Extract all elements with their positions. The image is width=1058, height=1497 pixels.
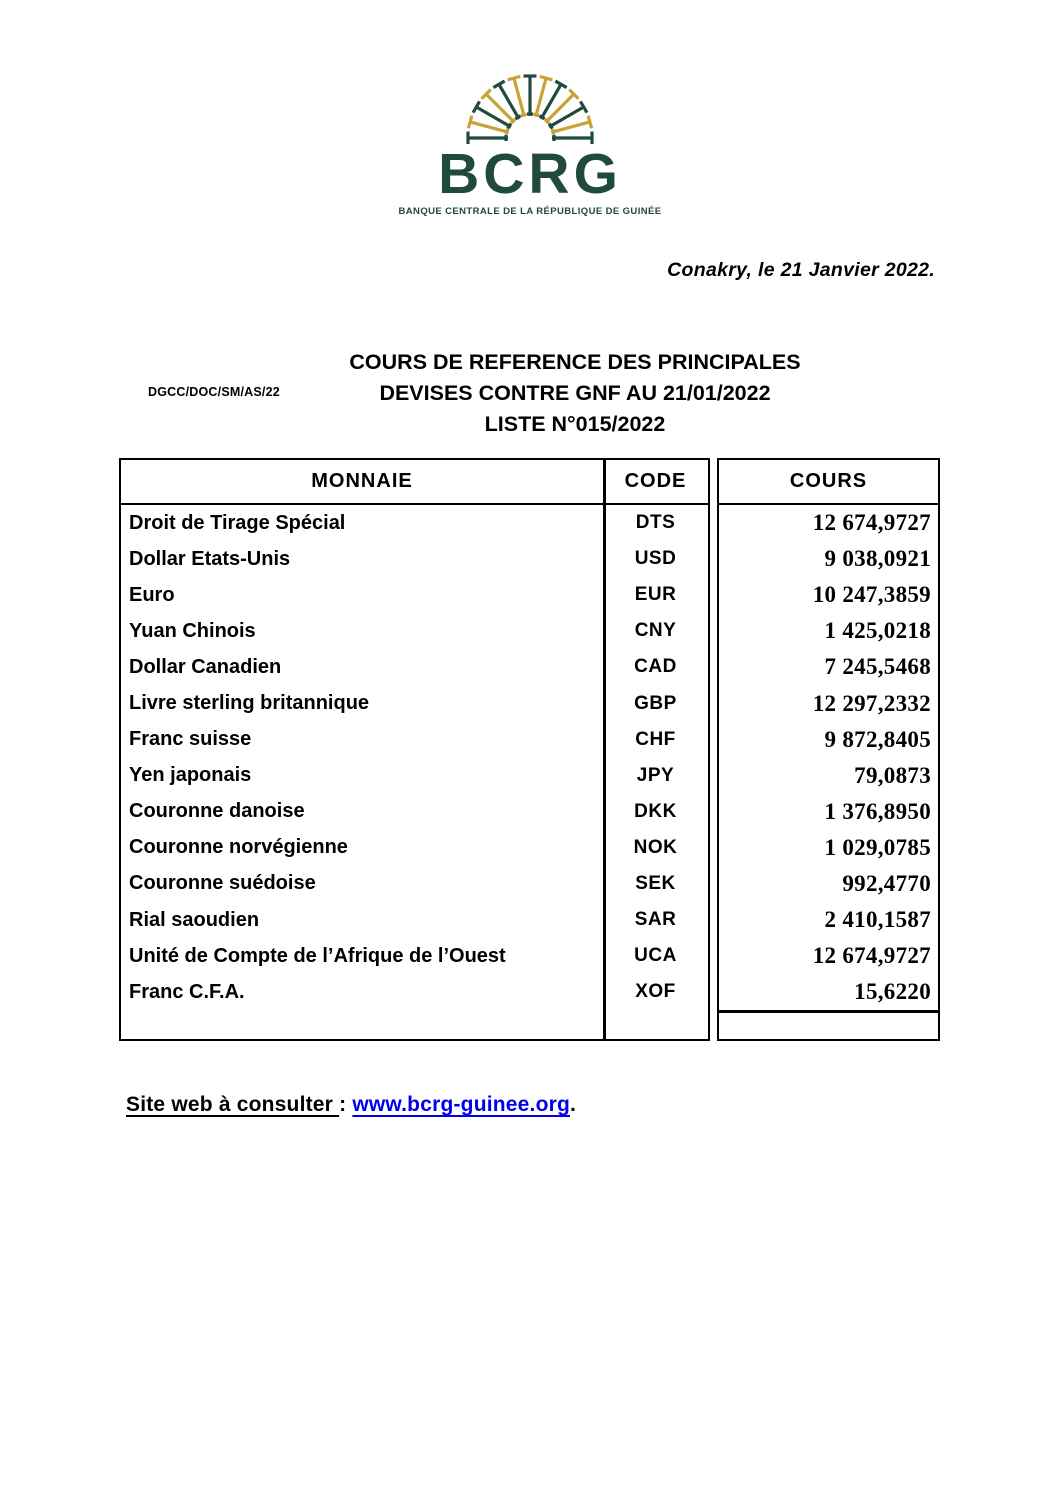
- cours-empty-row-line: [719, 1010, 938, 1013]
- table-row: [121, 577, 708, 613]
- table-row: [121, 758, 708, 794]
- logo-acronym: BCRG: [438, 142, 622, 206]
- exchange-rate-cell: 1 376,8950: [824, 798, 931, 824]
- currency-name-cell: Droit de Tirage Spécial: [129, 511, 346, 534]
- currency-code-cell: DKK: [634, 800, 677, 822]
- currency-code-cell: SEK: [635, 872, 676, 894]
- currency-code-cell: JPY: [636, 764, 675, 786]
- logo-fan-icon: [425, 60, 635, 144]
- table-row: [121, 541, 708, 577]
- currency-name-cell: Euro: [129, 583, 175, 606]
- currency-code-cell: GBP: [634, 692, 677, 714]
- table-row: [121, 866, 708, 902]
- currency-code-cell: CNY: [634, 620, 677, 642]
- table-row: [121, 505, 708, 541]
- currency-name-cell: Livre sterling britannique: [129, 692, 370, 715]
- column-header-cours: COURS: [789, 470, 868, 492]
- logo-full-name: BANQUE CENTRALE DE LA RÉPUBLIQUE DE GUINÉE: [398, 206, 662, 217]
- document-reference: DGCC/DOC/SM/AS/22: [148, 385, 280, 399]
- exchange-rate-cell: 2 410,1587: [824, 907, 931, 933]
- date-line: Conakry, le 21 Janvier 2022.: [667, 259, 935, 281]
- exchange-rate-cell: 1 425,0218: [824, 618, 931, 644]
- currency-code-cell: NOK: [633, 836, 678, 858]
- table-row: [121, 938, 708, 974]
- rates-table-left-box: [119, 458, 710, 1041]
- website-note: [126, 1093, 576, 1117]
- currency-name-cell: Unité de Compte de l’Afrique de l’Ouest: [129, 944, 506, 967]
- currency-name-cell: Couronne norvégienne: [129, 836, 348, 859]
- exchange-rate-cell: 992,4770: [842, 870, 931, 896]
- currency-name-cell: Couronne suédoise: [129, 872, 316, 895]
- currency-name-cell: Franc suisse: [129, 728, 252, 751]
- currency-code-cell: EUR: [634, 584, 677, 606]
- rates-table-cours-box: [717, 458, 940, 1041]
- currency-name-cell: Couronne danoise: [129, 800, 305, 823]
- currency-name-cell: Yen japonais: [129, 764, 252, 787]
- currency-name-cell: Dollar Canadien: [129, 655, 282, 678]
- currency-name-cell: Rial saoudien: [129, 908, 260, 931]
- website-note-separator: :: [339, 1093, 353, 1116]
- currency-code-cell: DTS: [635, 512, 676, 534]
- currency-name-cell: Yuan Chinois: [129, 619, 256, 642]
- table-row: [121, 902, 708, 938]
- table-row: [121, 794, 708, 830]
- website-note-label: Site web à consulter: [126, 1093, 340, 1116]
- website-link[interactable]: www.bcrg-guinee.org: [352, 1093, 571, 1116]
- title-line-1: COURS DE REFERENCE DES PRINCIPALES: [349, 350, 801, 374]
- exchange-rate-cell: 9 038,0921: [824, 546, 931, 572]
- exchange-rate-cell: 10 247,3859: [812, 582, 931, 608]
- currency-name-cell: Franc C.F.A.: [129, 980, 245, 1003]
- currency-code-cell: UCA: [634, 945, 677, 967]
- cours-header-row: [719, 460, 938, 505]
- table-row: [121, 649, 708, 685]
- exchange-rate-cell: 1 029,0785: [824, 834, 931, 860]
- currency-code-cell: USD: [634, 548, 677, 570]
- table-row: [121, 974, 708, 1010]
- exchange-rate-cell: 12 674,9727: [812, 943, 931, 969]
- exchange-rate-cell: 12 297,2332: [812, 690, 931, 716]
- exchange-rate-cell: 9 872,8405: [824, 726, 931, 752]
- currency-name-cell: Dollar Etats-Unis: [129, 547, 291, 570]
- title-line-2: DEVISES CONTRE GNF AU 21/01/2022: [379, 381, 771, 405]
- bcrg-logo: [380, 60, 680, 217]
- column-header-code: CODE: [624, 470, 687, 492]
- currency-code-cell: XOF: [635, 981, 676, 1003]
- table-rows-right: [719, 505, 938, 1038]
- exchange-rate-cell: 79,0873: [854, 762, 931, 788]
- currency-code-cell: CAD: [634, 656, 677, 678]
- table-row: [121, 613, 708, 649]
- document-title: [275, 347, 875, 440]
- table-rows-left: [121, 505, 708, 1010]
- currency-code-cell: CHF: [635, 728, 676, 750]
- column-header-monnaie: MONNAIE: [311, 470, 413, 492]
- exchange-rate-cell: 15,6220: [854, 979, 931, 1005]
- exchange-rate-cell: 7 245,5468: [824, 654, 931, 680]
- table-row: [121, 722, 708, 758]
- title-line-3: LISTE N°015/2022: [484, 412, 666, 436]
- table-row: [121, 685, 708, 721]
- website-note-period: .: [570, 1093, 577, 1116]
- exchange-rate-cell: 12 674,9727: [812, 510, 931, 536]
- currency-code-cell: SAR: [634, 909, 677, 931]
- table-header-row: [121, 460, 708, 505]
- table-row: [121, 830, 708, 866]
